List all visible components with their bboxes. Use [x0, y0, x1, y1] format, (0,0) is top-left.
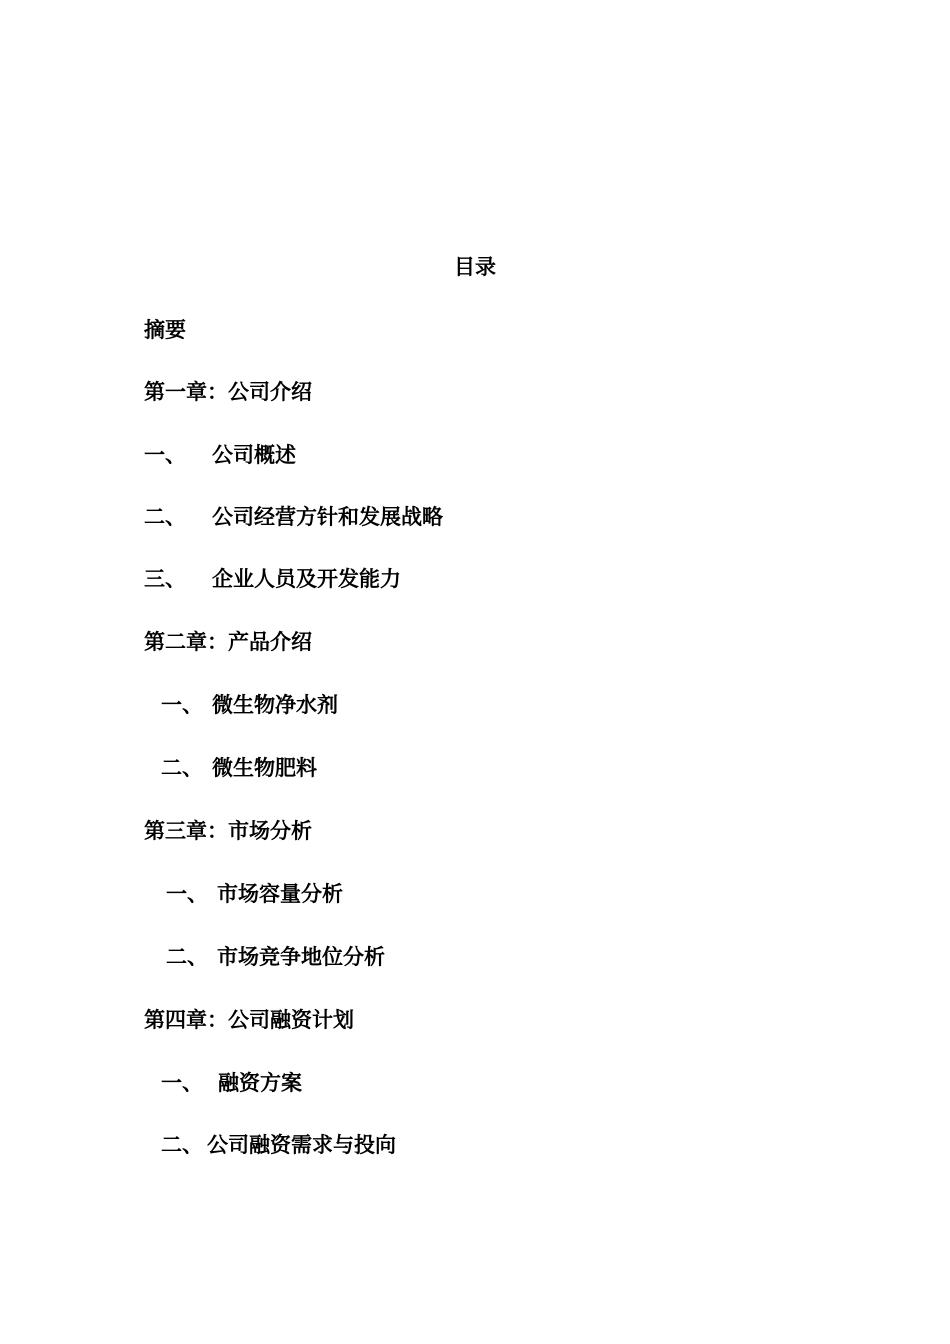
- toc-entry-1-2: [144, 502, 443, 532]
- toc-entry-number: 二、: [144, 504, 186, 529]
- toc-entry-1-3: [144, 564, 401, 594]
- toc-entry-number: 二、: [161, 1132, 203, 1157]
- toc-entry-text: 公司经营方针和发展战略: [212, 504, 443, 529]
- toc-entry-number: 一、: [161, 692, 203, 717]
- toc-entry-number: 二、: [161, 755, 203, 780]
- toc-entry-text: 第四章：公司融资计划: [144, 1007, 354, 1032]
- toc-entry-text: 市场竞争地位分析: [217, 944, 385, 969]
- toc-entry-text: 企业人员及开发能力: [212, 566, 401, 591]
- toc-entry-number: 一、: [161, 1070, 203, 1095]
- toc-entry-number: 二、: [166, 944, 208, 969]
- toc-entry-text: 融资方案: [218, 1070, 302, 1095]
- toc-entry-chapter-4: [144, 1005, 354, 1035]
- toc-entry-3-1: [166, 879, 343, 909]
- toc-entry-text: 第二章：产品介绍: [144, 629, 312, 654]
- toc-entry-number: 一、: [166, 881, 208, 906]
- toc-entry-chapter-1: [144, 377, 312, 407]
- toc-entry-number: 三、: [144, 566, 186, 591]
- toc-entry-text: 公司概述: [212, 442, 296, 467]
- toc-entry-2-2: [161, 753, 317, 783]
- toc-entry-text: 公司融资需求与投向: [207, 1132, 396, 1157]
- toc-entry-text: 微生物肥料: [212, 755, 317, 780]
- toc-entry-4-1: [161, 1068, 302, 1098]
- toc-entry-1-1: [144, 440, 296, 470]
- toc-entry-text: 市场容量分析: [217, 881, 343, 906]
- toc-entry-chapter-2: [144, 627, 312, 657]
- toc-entry-4-2: [161, 1130, 396, 1160]
- toc-entry-3-2: [166, 942, 385, 972]
- toc-entry-text: 第三章：市场分析: [144, 818, 312, 843]
- toc-entry-text: 第一章：公司介绍: [144, 379, 312, 404]
- toc-entry-chapter-3: [144, 816, 312, 846]
- toc-entry-text: 微生物净水剂: [212, 692, 338, 717]
- toc-entry-2-1: [161, 690, 338, 720]
- toc-entry-abstract: [144, 315, 186, 345]
- toc-entry-number: 一、: [144, 442, 186, 467]
- toc-title: 目录: [454, 254, 496, 279]
- toc-entry-text: 摘要: [144, 317, 186, 342]
